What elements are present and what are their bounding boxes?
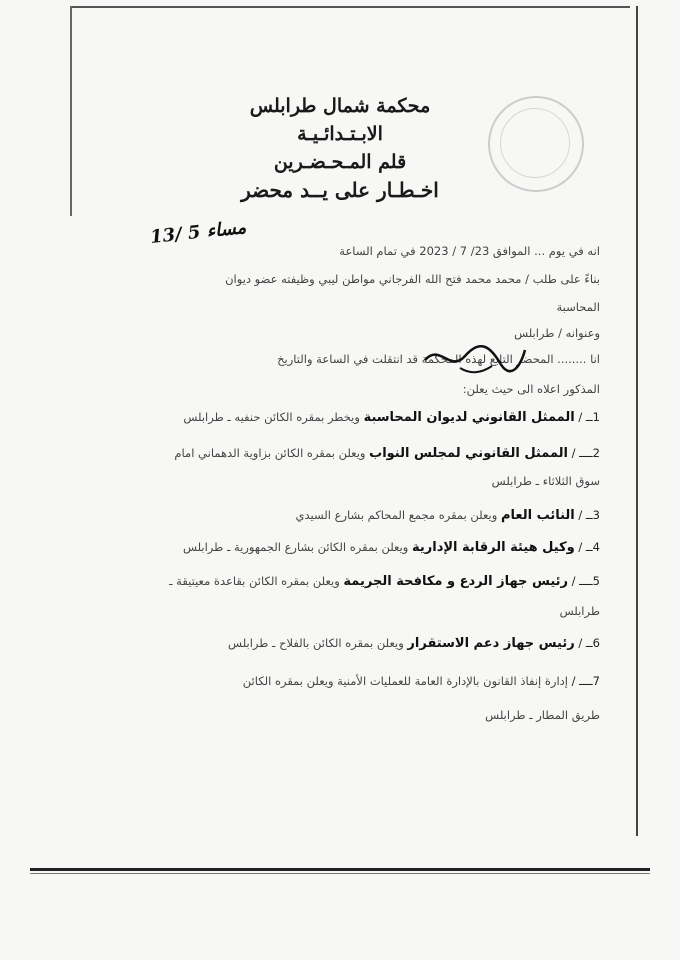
court-seal-inner-ring	[500, 108, 570, 178]
mentioned-line: المذكور اعلاه الى حيث يعلن:	[462, 382, 600, 396]
recipient-line: 3ــ / النائب العام ويعلن بمقره مجمع المحاكم بشارع السيدي	[295, 508, 600, 523]
bailiff-signature	[420, 338, 530, 378]
document-title: اخـطـار على يــد محضر	[241, 178, 439, 202]
bottom-rule	[30, 868, 650, 871]
request-line-cont: المحاسبة	[556, 300, 600, 314]
scan-border-left	[70, 6, 72, 216]
recipient-line: 2ــــ / الممثل القانوني لمجلس النواب ويعلن بمقره الكائن بزاوية الدهماني امام	[174, 446, 600, 461]
address-line: وعنوانه / طرابلس	[514, 326, 600, 340]
recipient-line: 6ــ / رئيس جهاز دعم الاستقرار ويعلن بمقره الكائن بالفلاح ـ طرابلس	[228, 636, 600, 651]
recipient-line: طرابلس	[559, 604, 600, 618]
court-level: الابـتـدائـيـة	[297, 123, 383, 145]
bailiffs-office: قلم المـحـضـرين	[273, 151, 407, 173]
bailiff-line: انا ........ المحضر التابع لهذه المحكمة قد انتقلت في الساعة والتاريخ	[277, 352, 600, 366]
date-line: انه في يوم ... الموافق 23/ 7 / 2023 في تمام الساعة	[339, 244, 600, 258]
court-name: محكمة شمال طرابلس	[249, 95, 431, 117]
scan-border-right	[636, 6, 638, 836]
scan-border-top	[70, 6, 630, 8]
recipient-line: 4ــ / وكيل هيئة الرقابة الإدارية ويعلن بمقره الكائن بشارع الجمهورية ـ طرابلس	[182, 540, 600, 555]
recipient-line: سوق الثلاثاء ـ طرابلس	[491, 474, 600, 488]
request-line: بناءً على طلب / محمد محمد فتح الله الفرجاني مواطن ليبي وظيفته عضو ديوان	[225, 272, 600, 286]
handwritten-time: 13/ 5 مساء	[149, 217, 248, 248]
bottom-rule-thin	[30, 873, 650, 874]
recipient-line: 5ــــ / رئيس جهاز الردع و مكافحة الجريمة ويعلن بمقره الكائن بقاعدة معيتيقة ـ	[169, 574, 600, 589]
court-seal-stamp	[488, 96, 584, 192]
recipient-line: 1ــ / الممثل القانوني لديوان المحاسبة ويخطر بمقره الكائن حنفيه ـ طرابلس	[183, 410, 600, 425]
document-header	[200, 92, 480, 204]
recipient-line: طريق المطار ـ طرابلس	[485, 708, 600, 722]
recipient-line: 7ــــ / إدارة إنفاذ القانون بالإدارة العامة للعمليات الأمنية ويعلن بمقره الكائن	[242, 674, 600, 688]
